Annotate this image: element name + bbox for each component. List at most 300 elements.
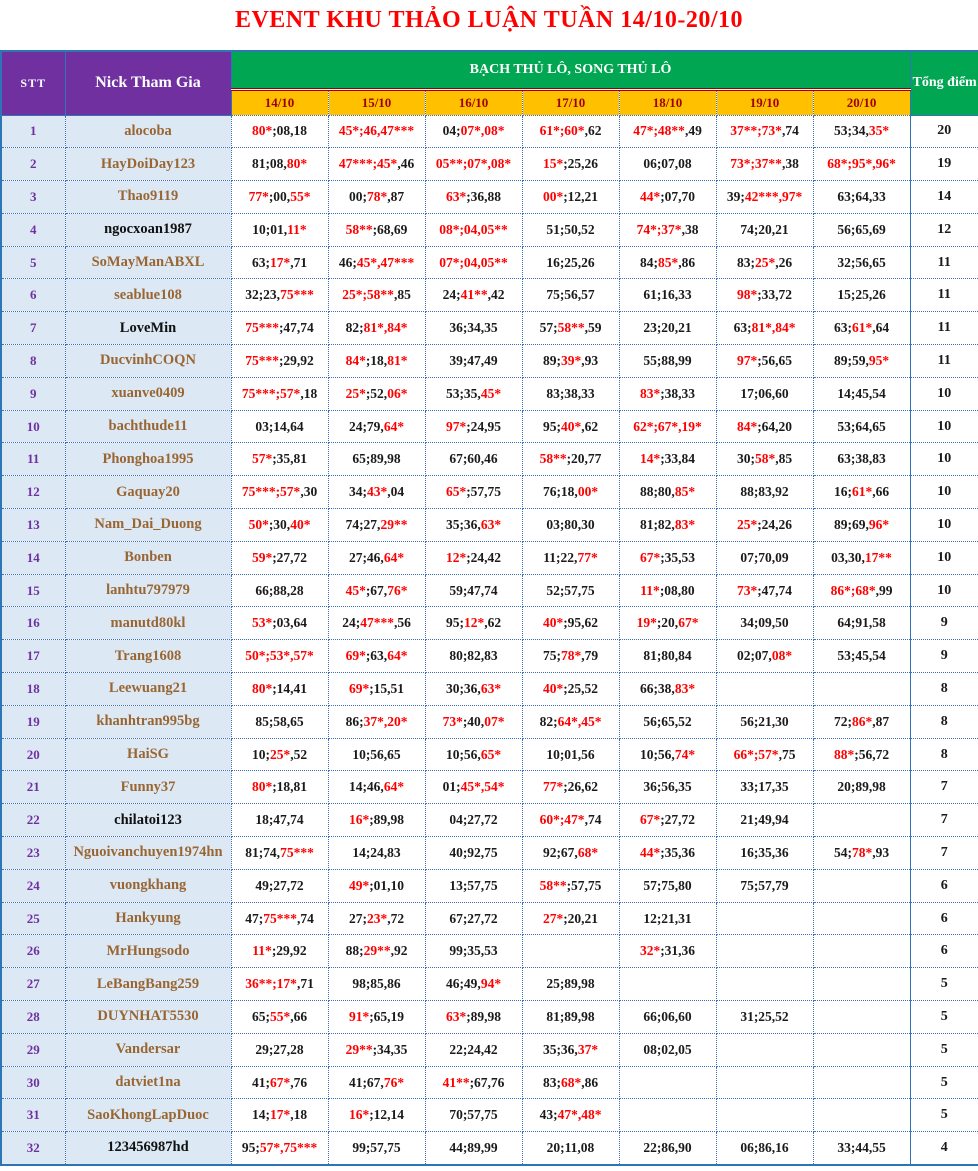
data-cell[interactable]: 18;47,74 — [231, 804, 328, 837]
data-cell[interactable] — [813, 1099, 910, 1132]
data-cell[interactable]: 36;56,35 — [619, 771, 716, 804]
data-cell[interactable]: 75;56,57 — [522, 279, 619, 312]
data-cell[interactable] — [619, 1066, 716, 1099]
data-cell[interactable]: 89;39*,93 — [522, 345, 619, 378]
data-cell[interactable]: 75***;47,74 — [231, 312, 328, 345]
total-cell[interactable]: 9 — [910, 640, 978, 673]
nick-cell[interactable]: MrHungsodo — [65, 935, 231, 968]
stt-cell[interactable]: 32 — [1, 1132, 65, 1165]
data-cell[interactable]: 74;20,21 — [716, 213, 813, 246]
stt-cell[interactable]: 23 — [1, 837, 65, 870]
total-cell[interactable]: 5 — [910, 1001, 978, 1034]
data-cell[interactable]: 45*;67,76* — [328, 574, 425, 607]
data-cell[interactable]: 10;25*,52 — [231, 738, 328, 771]
total-cell[interactable]: 8 — [910, 705, 978, 738]
stt-cell[interactable]: 15 — [1, 574, 65, 607]
data-cell[interactable] — [716, 968, 813, 1001]
total-cell[interactable]: 6 — [910, 935, 978, 968]
data-cell[interactable]: 10;01,56 — [522, 738, 619, 771]
data-cell[interactable]: 64;91,58 — [813, 607, 910, 640]
nick-cell[interactable]: khanhtran995bg — [65, 705, 231, 738]
data-cell[interactable]: 61;16,33 — [619, 279, 716, 312]
data-cell[interactable]: 60*;47*,74 — [522, 804, 619, 837]
total-cell[interactable]: 7 — [910, 804, 978, 837]
data-cell[interactable]: 99;35,53 — [425, 935, 522, 968]
data-cell[interactable]: 44*;35,36 — [619, 837, 716, 870]
total-cell[interactable]: 11 — [910, 312, 978, 345]
data-cell[interactable]: 39;42***,97* — [716, 181, 813, 214]
data-cell[interactable]: 06;07,08 — [619, 148, 716, 181]
data-cell[interactable] — [813, 902, 910, 935]
data-cell[interactable]: 53;45,54 — [813, 640, 910, 673]
data-cell[interactable]: 04;07*,08* — [425, 115, 522, 148]
data-cell[interactable]: 07;70,09 — [716, 541, 813, 574]
data-cell[interactable] — [619, 968, 716, 1001]
data-cell[interactable]: 98*;33,72 — [716, 279, 813, 312]
data-cell[interactable]: 86;37*,20* — [328, 705, 425, 738]
stt-cell[interactable]: 19 — [1, 705, 65, 738]
data-cell[interactable]: 52;57,75 — [522, 574, 619, 607]
total-cell[interactable]: 10 — [910, 574, 978, 607]
stt-cell[interactable]: 4 — [1, 213, 65, 246]
data-cell[interactable]: 15*;25,26 — [522, 148, 619, 181]
nick-cell[interactable]: bachthude11 — [65, 410, 231, 443]
nick-cell[interactable]: Phonghoa1995 — [65, 443, 231, 476]
total-cell[interactable]: 10 — [910, 443, 978, 476]
data-cell[interactable]: 62*;67*,19* — [619, 410, 716, 443]
stt-cell[interactable]: 18 — [1, 673, 65, 706]
data-cell[interactable] — [813, 804, 910, 837]
nick-cell[interactable]: vuongkhang — [65, 869, 231, 902]
total-cell[interactable]: 10 — [910, 509, 978, 542]
total-cell[interactable]: 10 — [910, 377, 978, 410]
data-cell[interactable]: 73*;47,74 — [716, 574, 813, 607]
stt-cell[interactable]: 5 — [1, 246, 65, 279]
total-cell[interactable]: 10 — [910, 410, 978, 443]
stt-cell[interactable]: 21 — [1, 771, 65, 804]
data-cell[interactable]: 65;55*,66 — [231, 1001, 328, 1034]
data-cell[interactable]: 97*;56,65 — [716, 345, 813, 378]
data-cell[interactable]: 66;88,28 — [231, 574, 328, 607]
data-cell[interactable]: 84;85*,86 — [619, 246, 716, 279]
data-cell[interactable]: 84*;64,20 — [716, 410, 813, 443]
total-cell[interactable]: 10 — [910, 541, 978, 574]
data-cell[interactable]: 25*;24,26 — [716, 509, 813, 542]
data-cell[interactable]: 14*;33,84 — [619, 443, 716, 476]
data-cell[interactable]: 88;83,92 — [716, 476, 813, 509]
data-cell[interactable]: 32;23,75*** — [231, 279, 328, 312]
data-cell[interactable]: 74*;37*,38 — [619, 213, 716, 246]
nick-cell[interactable]: Nam_Dai_Duong — [65, 509, 231, 542]
data-cell[interactable]: 77*;26,62 — [522, 771, 619, 804]
data-cell[interactable]: 63;81*,84* — [716, 312, 813, 345]
stt-cell[interactable]: 22 — [1, 804, 65, 837]
data-cell[interactable] — [813, 968, 910, 1001]
total-cell[interactable]: 11 — [910, 246, 978, 279]
stt-cell[interactable]: 1 — [1, 115, 65, 148]
data-cell[interactable]: 14;46,64* — [328, 771, 425, 804]
data-cell[interactable]: 20;11,08 — [522, 1132, 619, 1165]
data-cell[interactable]: 80*;14,41 — [231, 673, 328, 706]
nick-cell[interactable]: SoMayManABXL — [65, 246, 231, 279]
data-cell[interactable]: 22;86,90 — [619, 1132, 716, 1165]
data-cell[interactable]: 74;27,29** — [328, 509, 425, 542]
data-cell[interactable] — [716, 1099, 813, 1132]
total-cell[interactable]: 20 — [910, 115, 978, 148]
data-cell[interactable]: 88;29**,92 — [328, 935, 425, 968]
data-cell[interactable]: 41;67*,76 — [231, 1066, 328, 1099]
stt-cell[interactable]: 10 — [1, 410, 65, 443]
nick-cell[interactable]: xuanve0409 — [65, 377, 231, 410]
data-cell[interactable]: 07*;04,05** — [425, 246, 522, 279]
data-cell[interactable] — [716, 673, 813, 706]
stt-cell[interactable]: 25 — [1, 902, 65, 935]
nick-cell[interactable]: SaoKhongLapDuoc — [65, 1099, 231, 1132]
data-cell[interactable]: 56;65,52 — [619, 705, 716, 738]
data-cell[interactable]: 75***;57*,18 — [231, 377, 328, 410]
data-cell[interactable]: 44;89,99 — [425, 1132, 522, 1165]
nick-cell[interactable]: Nguoivanchuyen1974hn — [65, 837, 231, 870]
total-cell[interactable]: 5 — [910, 1033, 978, 1066]
data-cell[interactable] — [716, 1033, 813, 1066]
data-cell[interactable]: 37**;73*,74 — [716, 115, 813, 148]
data-cell[interactable]: 05**;07*,08* — [425, 148, 522, 181]
data-cell[interactable]: 10;56,74* — [619, 738, 716, 771]
data-cell[interactable]: 88*;56,72 — [813, 738, 910, 771]
data-cell[interactable]: 59*;27,72 — [231, 541, 328, 574]
data-cell[interactable]: 80*;08,18 — [231, 115, 328, 148]
data-cell[interactable]: 76;18,00* — [522, 476, 619, 509]
data-cell[interactable]: 73*;37**,38 — [716, 148, 813, 181]
stt-cell[interactable]: 9 — [1, 377, 65, 410]
total-cell[interactable]: 11 — [910, 279, 978, 312]
stt-cell[interactable]: 17 — [1, 640, 65, 673]
data-cell[interactable]: 84*;18,81* — [328, 345, 425, 378]
data-cell[interactable]: 40*;25,52 — [522, 673, 619, 706]
nick-cell[interactable]: datviet1na — [65, 1066, 231, 1099]
data-cell[interactable]: 27;23*,72 — [328, 902, 425, 935]
data-cell[interactable]: 81;89,98 — [522, 1001, 619, 1034]
data-cell[interactable]: 10;56,65* — [425, 738, 522, 771]
nick-cell[interactable]: 123456987hd — [65, 1132, 231, 1165]
nick-cell[interactable]: chilatoi123 — [65, 804, 231, 837]
data-cell[interactable] — [716, 902, 813, 935]
data-cell[interactable]: 56;21,30 — [716, 705, 813, 738]
data-cell[interactable]: 58**;20,77 — [522, 443, 619, 476]
data-cell[interactable]: 82;64*,45* — [522, 705, 619, 738]
data-cell[interactable]: 82;81*,84* — [328, 312, 425, 345]
data-cell[interactable]: 63;38,83 — [813, 443, 910, 476]
stt-cell[interactable]: 27 — [1, 968, 65, 1001]
data-cell[interactable]: 49*;01,10 — [328, 869, 425, 902]
data-cell[interactable] — [716, 1066, 813, 1099]
nick-cell[interactable]: Thao9119 — [65, 181, 231, 214]
data-cell[interactable]: 27*;20,21 — [522, 902, 619, 935]
data-cell[interactable]: 27;46,64* — [328, 541, 425, 574]
data-cell[interactable]: 63;61*,64 — [813, 312, 910, 345]
data-cell[interactable]: 13;57,75 — [425, 869, 522, 902]
data-cell[interactable]: 67*;35,53 — [619, 541, 716, 574]
data-cell[interactable]: 75***;29,92 — [231, 345, 328, 378]
data-cell[interactable]: 08;02,05 — [619, 1033, 716, 1066]
data-cell[interactable]: 70;57,75 — [425, 1099, 522, 1132]
data-cell[interactable]: 25*;58**,85 — [328, 279, 425, 312]
nick-cell[interactable]: HayDoiDay123 — [65, 148, 231, 181]
data-cell[interactable]: 50*;30,40* — [231, 509, 328, 542]
total-cell[interactable]: 7 — [910, 837, 978, 870]
data-cell[interactable]: 68*;95*,96* — [813, 148, 910, 181]
stt-cell[interactable]: 26 — [1, 935, 65, 968]
data-cell[interactable]: 14;45,54 — [813, 377, 910, 410]
data-cell[interactable]: 24;41**,42 — [425, 279, 522, 312]
data-cell[interactable]: 40;92,75 — [425, 837, 522, 870]
stt-cell[interactable]: 6 — [1, 279, 65, 312]
data-cell[interactable]: 65*;57,75 — [425, 476, 522, 509]
data-cell[interactable]: 03,30,17** — [813, 541, 910, 574]
data-cell[interactable] — [813, 869, 910, 902]
data-cell[interactable]: 40*;95,62 — [522, 607, 619, 640]
data-cell[interactable]: 31;25,52 — [716, 1001, 813, 1034]
data-cell[interactable]: 63*;36,88 — [425, 181, 522, 214]
data-cell[interactable]: 03;14,64 — [231, 410, 328, 443]
data-cell[interactable]: 95;12*,62 — [425, 607, 522, 640]
data-cell[interactable]: 24;47***,56 — [328, 607, 425, 640]
data-cell[interactable]: 16;61*,66 — [813, 476, 910, 509]
data-cell[interactable]: 34;09,50 — [716, 607, 813, 640]
stt-cell[interactable]: 29 — [1, 1033, 65, 1066]
data-cell[interactable]: 11*;29,92 — [231, 935, 328, 968]
data-cell[interactable]: 58**;57,75 — [522, 869, 619, 902]
nick-cell[interactable]: Funny37 — [65, 771, 231, 804]
nick-cell[interactable]: alocoba — [65, 115, 231, 148]
data-cell[interactable]: 30;36,63* — [425, 673, 522, 706]
data-cell[interactable]: 25*;52,06* — [328, 377, 425, 410]
data-cell[interactable] — [813, 935, 910, 968]
data-cell[interactable]: 02;07,08* — [716, 640, 813, 673]
total-cell[interactable]: 10 — [910, 476, 978, 509]
data-cell[interactable]: 89;69,96* — [813, 509, 910, 542]
data-cell[interactable] — [522, 935, 619, 968]
data-cell[interactable]: 16;35,36 — [716, 837, 813, 870]
data-cell[interactable]: 89;59,95* — [813, 345, 910, 378]
stt-cell[interactable]: 12 — [1, 476, 65, 509]
nick-cell[interactable]: DUYNHAT5530 — [65, 1001, 231, 1034]
nick-cell[interactable]: Bonben — [65, 541, 231, 574]
data-cell[interactable]: 88;80,85* — [619, 476, 716, 509]
data-cell[interactable]: 73*;40,07* — [425, 705, 522, 738]
data-cell[interactable]: 67;60,46 — [425, 443, 522, 476]
nick-cell[interactable]: ngocxoan1987 — [65, 213, 231, 246]
nick-cell[interactable]: HaiSG — [65, 738, 231, 771]
data-cell[interactable]: 85;58,65 — [231, 705, 328, 738]
data-cell[interactable]: 81;08,80* — [231, 148, 328, 181]
data-cell[interactable]: 12;21,31 — [619, 902, 716, 935]
data-cell[interactable]: 80;82,83 — [425, 640, 522, 673]
data-cell[interactable]: 15;25,26 — [813, 279, 910, 312]
data-cell[interactable]: 61*;60*,62 — [522, 115, 619, 148]
stt-cell[interactable]: 30 — [1, 1066, 65, 1099]
data-cell[interactable]: 56;65,69 — [813, 213, 910, 246]
data-cell[interactable]: 81;82,83* — [619, 509, 716, 542]
nick-cell[interactable]: LoveMin — [65, 312, 231, 345]
data-cell[interactable]: 11;22,77* — [522, 541, 619, 574]
data-cell[interactable]: 43;47*,48* — [522, 1099, 619, 1132]
data-cell[interactable] — [716, 935, 813, 968]
data-cell[interactable]: 83*;38,33 — [619, 377, 716, 410]
data-cell[interactable]: 20;89,98 — [813, 771, 910, 804]
data-cell[interactable]: 36;34,35 — [425, 312, 522, 345]
data-cell[interactable]: 29**;34,35 — [328, 1033, 425, 1066]
data-cell[interactable] — [813, 1033, 910, 1066]
data-cell[interactable]: 47***;45*,46 — [328, 148, 425, 181]
data-cell[interactable]: 08*;04,05** — [425, 213, 522, 246]
total-cell[interactable]: 4 — [910, 1132, 978, 1165]
stt-cell[interactable]: 20 — [1, 738, 65, 771]
data-cell[interactable]: 53;35,45* — [425, 377, 522, 410]
data-cell[interactable]: 75***;57*,30 — [231, 476, 328, 509]
data-cell[interactable] — [813, 673, 910, 706]
data-cell[interactable]: 91*;65,19 — [328, 1001, 425, 1034]
data-cell[interactable]: 50*;53*,57* — [231, 640, 328, 673]
nick-cell[interactable]: Leewuang21 — [65, 673, 231, 706]
stt-cell[interactable]: 11 — [1, 443, 65, 476]
data-cell[interactable]: 67;27,72 — [425, 902, 522, 935]
data-cell[interactable]: 04;27,72 — [425, 804, 522, 837]
data-cell[interactable] — [813, 1001, 910, 1034]
data-cell[interactable]: 66;38,83* — [619, 673, 716, 706]
data-cell[interactable]: 66;06,60 — [619, 1001, 716, 1034]
nick-cell[interactable]: Vandersar — [65, 1033, 231, 1066]
data-cell[interactable]: 69*;63,64* — [328, 640, 425, 673]
data-cell[interactable]: 65;89,98 — [328, 443, 425, 476]
data-cell[interactable]: 33;44,55 — [813, 1132, 910, 1165]
data-cell[interactable]: 14;24,83 — [328, 837, 425, 870]
nick-cell[interactable]: seablue108 — [65, 279, 231, 312]
data-cell[interactable]: 63*;89,98 — [425, 1001, 522, 1034]
data-cell[interactable]: 45*;46,47*** — [328, 115, 425, 148]
nick-cell[interactable]: manutd80kl — [65, 607, 231, 640]
total-cell[interactable]: 6 — [910, 902, 978, 935]
nick-cell[interactable]: LeBangBang259 — [65, 968, 231, 1001]
data-cell[interactable]: 19*;20,67* — [619, 607, 716, 640]
data-cell[interactable]: 34;43*,04 — [328, 476, 425, 509]
data-cell[interactable]: 30;58*,85 — [716, 443, 813, 476]
data-cell[interactable]: 81;80,84 — [619, 640, 716, 673]
stt-cell[interactable]: 14 — [1, 541, 65, 574]
data-cell[interactable]: 33;17,35 — [716, 771, 813, 804]
data-cell[interactable]: 57;75,80 — [619, 869, 716, 902]
data-cell[interactable]: 47;75***,74 — [231, 902, 328, 935]
data-cell[interactable]: 17;06,60 — [716, 377, 813, 410]
data-cell[interactable]: 55;88,99 — [619, 345, 716, 378]
data-cell[interactable]: 95;40*,62 — [522, 410, 619, 443]
data-cell[interactable]: 10;56,65 — [328, 738, 425, 771]
data-cell[interactable]: 41**;67,76 — [425, 1066, 522, 1099]
total-cell[interactable]: 6 — [910, 869, 978, 902]
data-cell[interactable]: 03;80,30 — [522, 509, 619, 542]
data-cell[interactable]: 77*;00,55* — [231, 181, 328, 214]
data-cell[interactable]: 75;57,79 — [716, 869, 813, 902]
data-cell[interactable]: 44*;07,70 — [619, 181, 716, 214]
data-cell[interactable]: 51;50,52 — [522, 213, 619, 246]
data-cell[interactable]: 00*;12,21 — [522, 181, 619, 214]
data-cell[interactable]: 72;86*,87 — [813, 705, 910, 738]
data-cell[interactable]: 92;67,68* — [522, 837, 619, 870]
data-cell[interactable]: 46;45*,47*** — [328, 246, 425, 279]
data-cell[interactable]: 14;17*,18 — [231, 1099, 328, 1132]
stt-cell[interactable]: 16 — [1, 607, 65, 640]
total-cell[interactable]: 8 — [910, 673, 978, 706]
data-cell[interactable]: 63;64,33 — [813, 181, 910, 214]
data-cell[interactable]: 16*;89,98 — [328, 804, 425, 837]
nick-cell[interactable]: Trang1608 — [65, 640, 231, 673]
total-cell[interactable]: 12 — [910, 213, 978, 246]
data-cell[interactable]: 00;78*,87 — [328, 181, 425, 214]
stt-cell[interactable]: 8 — [1, 345, 65, 378]
stt-cell[interactable]: 13 — [1, 509, 65, 542]
stt-cell[interactable]: 31 — [1, 1099, 65, 1132]
data-cell[interactable]: 24;79,64* — [328, 410, 425, 443]
data-cell[interactable]: 83;68*,86 — [522, 1066, 619, 1099]
data-cell[interactable]: 53*;03,64 — [231, 607, 328, 640]
total-cell[interactable]: 5 — [910, 968, 978, 1001]
nick-cell[interactable]: Gaquay20 — [65, 476, 231, 509]
data-cell[interactable]: 35;36,63* — [425, 509, 522, 542]
data-cell[interactable]: 86*;68*,99 — [813, 574, 910, 607]
nick-cell[interactable]: DucvinhCOQN — [65, 345, 231, 378]
data-cell[interactable] — [813, 1066, 910, 1099]
data-cell[interactable]: 32;56,65 — [813, 246, 910, 279]
data-cell[interactable]: 66*;57*,75 — [716, 738, 813, 771]
data-cell[interactable]: 83;25*,26 — [716, 246, 813, 279]
data-cell[interactable]: 81;74,75*** — [231, 837, 328, 870]
data-cell[interactable]: 22;24,42 — [425, 1033, 522, 1066]
data-cell[interactable]: 57*;35,81 — [231, 443, 328, 476]
data-cell[interactable]: 21;49,94 — [716, 804, 813, 837]
data-cell[interactable]: 95;57*,75*** — [231, 1132, 328, 1165]
data-cell[interactable]: 46;49,94* — [425, 968, 522, 1001]
data-cell[interactable]: 67*;27,72 — [619, 804, 716, 837]
stt-cell[interactable]: 28 — [1, 1001, 65, 1034]
data-cell[interactable]: 16;25,26 — [522, 246, 619, 279]
data-cell[interactable]: 10;01,11* — [231, 213, 328, 246]
total-cell[interactable]: 11 — [910, 345, 978, 378]
data-cell[interactable]: 29;27,28 — [231, 1033, 328, 1066]
data-cell[interactable]: 41;67,76* — [328, 1066, 425, 1099]
stt-cell[interactable]: 24 — [1, 869, 65, 902]
data-cell[interactable]: 12*;24,42 — [425, 541, 522, 574]
nick-cell[interactable]: lanhtu797979 — [65, 574, 231, 607]
total-cell[interactable]: 7 — [910, 771, 978, 804]
total-cell[interactable]: 19 — [910, 148, 978, 181]
total-cell[interactable]: 9 — [910, 607, 978, 640]
data-cell[interactable]: 53;34,35* — [813, 115, 910, 148]
total-cell[interactable]: 5 — [910, 1099, 978, 1132]
data-cell[interactable]: 57;58**,59 — [522, 312, 619, 345]
data-cell[interactable]: 25;89,98 — [522, 968, 619, 1001]
data-cell[interactable]: 98;85,86 — [328, 968, 425, 1001]
nick-cell[interactable]: Hankyung — [65, 902, 231, 935]
data-cell[interactable]: 32*;31,36 — [619, 935, 716, 968]
data-cell[interactable]: 23;20,21 — [619, 312, 716, 345]
data-cell[interactable]: 97*;24,95 — [425, 410, 522, 443]
total-cell[interactable]: 8 — [910, 738, 978, 771]
data-cell[interactable]: 69*;15,51 — [328, 673, 425, 706]
stt-cell[interactable]: 7 — [1, 312, 65, 345]
data-cell[interactable]: 49;27,72 — [231, 869, 328, 902]
data-cell[interactable]: 53;64,65 — [813, 410, 910, 443]
data-cell[interactable]: 16*;12,14 — [328, 1099, 425, 1132]
